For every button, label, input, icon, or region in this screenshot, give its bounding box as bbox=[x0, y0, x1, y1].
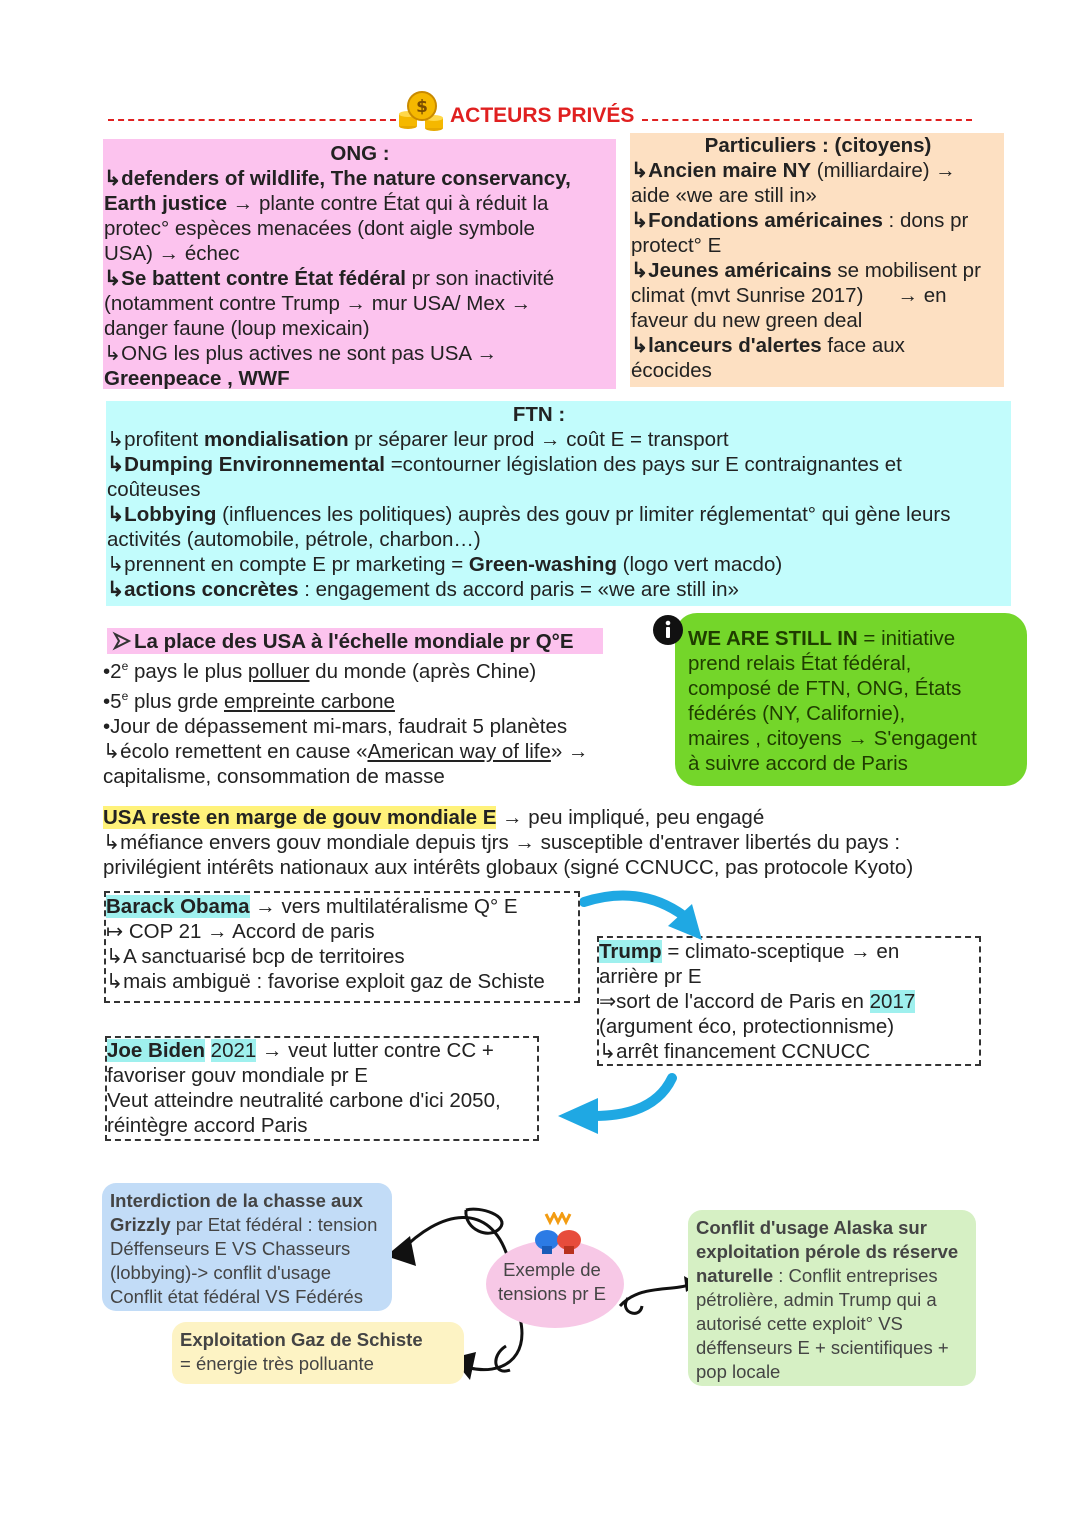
usa-place-line: e bbox=[121, 659, 129, 673]
particuliers-line: aide «we are still in» bbox=[631, 184, 817, 207]
particuliers-line: ↳Fondations américaines bbox=[631, 209, 883, 232]
usa-place-line: polluer bbox=[247, 659, 310, 683]
grizzly-card bbox=[102, 1183, 392, 1311]
alaska-line: naturelle bbox=[696, 1265, 774, 1286]
alaska-line: exploitation pérole ds réserve bbox=[696, 1241, 959, 1262]
tensions-center-label: Exemple de tensions pr E bbox=[498, 1259, 606, 1304]
trump-line: 2017 bbox=[869, 990, 916, 1013]
ftn-content bbox=[107, 402, 1011, 602]
still-in-line: composé de FTN, ONG, États bbox=[688, 677, 962, 700]
trump-line: ↳arrêt financement CCNUCC bbox=[599, 1040, 871, 1063]
ftn-line: Green-washing bbox=[468, 553, 617, 576]
particuliers-line: ↳Jeunes américains bbox=[631, 259, 832, 282]
diamond-arrow-icon bbox=[112, 631, 132, 651]
svg-text:$: $ bbox=[416, 97, 428, 117]
still-in-line: fédérés (NY, Californie), bbox=[688, 702, 906, 725]
biden-content bbox=[107, 1038, 547, 1138]
usa-place-title: La place des USA à l'échelle mondiale pr Q°E bbox=[134, 630, 574, 653]
header-divider-right bbox=[642, 119, 972, 121]
obama-line: → vers multilatéralisme Q° E bbox=[249, 895, 518, 918]
money-bag-icon bbox=[398, 88, 444, 134]
still-in-line: maires , citoyens → S'engagent bbox=[688, 727, 977, 750]
trump-line: Trump bbox=[599, 940, 662, 963]
ftn-line: coûteuses bbox=[107, 478, 201, 501]
ong-line: Greenpeace , WWF bbox=[104, 367, 290, 390]
alaska-line: autorisé cette exploit° VS bbox=[696, 1313, 903, 1334]
particuliers-line: climat (mvt Sunrise 2017) → en bbox=[631, 284, 947, 307]
usa-place-line: •2 bbox=[103, 659, 122, 683]
ftn-line: ↳profitent bbox=[107, 428, 204, 451]
particuliers-line: se mobilisent pr bbox=[831, 259, 981, 282]
ong-title: ONG : bbox=[330, 142, 390, 165]
marge-line: ↳méfiance envers gouv mondiale depuis tjrs → susceptible d'entraver libertés du pays : bbox=[103, 831, 901, 854]
alaska-line: pop locale bbox=[696, 1361, 781, 1382]
particuliers-line: ↳Ancien maire NY bbox=[631, 159, 812, 182]
obama-line: ↦ COP 21 → Accord de paris bbox=[106, 920, 375, 943]
usa-place-line: capitalisme, consommation de masse bbox=[103, 764, 445, 788]
header-divider-left bbox=[108, 119, 396, 121]
ftn-line: ↳Lobbying bbox=[107, 503, 217, 526]
biden-line: Joe Biden bbox=[107, 1039, 205, 1062]
obama-line: ↳A sanctuarisé bcp de territoires bbox=[106, 945, 405, 968]
still-in-content bbox=[688, 626, 1018, 776]
usa-place-content bbox=[103, 654, 643, 789]
trump-content bbox=[599, 939, 977, 1064]
ftn-line: mondialisation bbox=[203, 428, 349, 451]
ftn-line: ↳prennent en compte E pr marketing = bbox=[107, 553, 469, 576]
particuliers-content bbox=[631, 133, 1005, 383]
ong-line: (notamment contre Trump → mur USA/ Mex → bbox=[104, 292, 532, 315]
obama-line: ↳mais ambiguë : favorise exploit gaz de Schiste bbox=[106, 970, 545, 993]
biden-line: → veut lutter contre CC + bbox=[256, 1039, 494, 1062]
biden-line: 2021 bbox=[210, 1039, 257, 1062]
particuliers-title: Particuliers : (citoyens) bbox=[704, 134, 932, 157]
usa-place-line: •5 bbox=[103, 689, 122, 713]
still-in-line: à suivre accord de Paris bbox=[688, 752, 908, 775]
biden-line: réintègre accord Paris bbox=[107, 1114, 308, 1137]
marge-line: → peu impliqué, peu engagé bbox=[496, 806, 765, 829]
usa-place-line: American way of life bbox=[367, 739, 551, 763]
schiste-line: Exploitation Gaz de Schiste bbox=[180, 1329, 423, 1350]
trump-line: ⇒sort de l'accord de Paris en bbox=[599, 990, 870, 1013]
alaska-line: : Conflit entreprises bbox=[773, 1265, 938, 1286]
ong-line: protec° espèces menacées (dont aigle symbole bbox=[104, 217, 535, 240]
page-title: ACTEURS PRIVÉS bbox=[450, 104, 635, 127]
usa-place-line: e bbox=[121, 688, 129, 703]
alaska-line: pétrolière, admin Trump qui a bbox=[696, 1289, 937, 1310]
usa-place-line: du monde (après Chine) bbox=[309, 659, 537, 683]
ong-line: USA) → échec bbox=[104, 242, 240, 265]
grizzly-line: Interdiction de la chasse aux bbox=[110, 1190, 363, 1211]
ftn-title: FTN : bbox=[512, 403, 566, 426]
particuliers-line: ↳lanceurs d'alertes bbox=[631, 334, 822, 357]
ong-line: Earth justice bbox=[104, 192, 228, 215]
ftn-line: activités (automobile, pétrole, charbon…) bbox=[107, 528, 481, 551]
marge-line: privilégient intérêts nationaux aux intérêts globaux (signé CCNUCC, pas protocole Kyoto) bbox=[103, 856, 914, 879]
particuliers-line: écocides bbox=[631, 359, 712, 382]
usa-place-line: •Jour de dépassement mi-mars, faudrait 5 planètes bbox=[103, 714, 568, 738]
still-in-line: = initiative bbox=[857, 627, 956, 650]
grizzly-line: Grizzly bbox=[110, 1214, 171, 1235]
ftn-line: =contourner législation des pays sur E contraignantes et bbox=[385, 453, 902, 476]
schiste-card bbox=[172, 1322, 464, 1384]
marge-line: USA reste en marge de gouv mondiale E bbox=[103, 806, 497, 829]
particuliers-line: protect° E bbox=[631, 234, 722, 257]
particuliers-line: faveur du new green deal bbox=[631, 309, 863, 332]
ftn-line: ↳Dumping Environnemental bbox=[107, 453, 386, 476]
ong-line: ↳ONG les plus actives ne sont pas USA → bbox=[104, 342, 498, 365]
grizzly-line: par Etat fédéral : tension bbox=[170, 1214, 378, 1235]
ong-line: → plante contre État qui à réduit la bbox=[227, 192, 549, 215]
ong-line: pr son inactivité bbox=[405, 267, 555, 290]
ong-line: danger faune (loup mexicain) bbox=[104, 317, 370, 340]
usa-place-line: » → bbox=[550, 739, 589, 763]
ftn-line: : engagement ds accord paris = «we are still in» bbox=[298, 578, 739, 601]
trump-line: arrière pr E bbox=[599, 965, 702, 988]
ong-line: ↳defenders of wildlife, The nature conservancy, bbox=[104, 167, 571, 190]
ftn-line: (influences les politiques) auprès des gouv pr limiter réglementat° qui gène leurs bbox=[216, 503, 951, 526]
particuliers-line: face aux bbox=[821, 334, 905, 357]
ftn-line: pr séparer leur prod → coût E = transport bbox=[348, 428, 729, 451]
obama-content bbox=[106, 894, 578, 994]
usa-place-line: empreinte carbone bbox=[224, 689, 395, 713]
biden-line: favoriser gouv mondiale pr E bbox=[107, 1064, 368, 1087]
schiste-line: = énergie très polluante bbox=[180, 1353, 374, 1374]
grizzly-line: (lobbying)-> conflit d'usage bbox=[110, 1262, 332, 1283]
blue-arrow-left-icon bbox=[554, 1072, 684, 1138]
boxing-gloves-icon bbox=[532, 1212, 584, 1256]
grizzly-line: Déffenseurs E VS Chasseurs bbox=[110, 1238, 351, 1259]
trump-line: = climato-sceptique → en bbox=[661, 940, 900, 963]
marge-content bbox=[103, 805, 1003, 880]
still-in-line: WE ARE STILL IN bbox=[688, 627, 858, 650]
ftn-line: ↳actions concrètes bbox=[107, 578, 299, 601]
usa-place-line: pays le plus bbox=[128, 659, 248, 683]
ong-content bbox=[104, 141, 616, 391]
alaska-card bbox=[688, 1210, 976, 1386]
particuliers-line: (milliardaire) → bbox=[811, 159, 956, 182]
blue-arrow-right-icon bbox=[580, 888, 710, 948]
ong-line: ↳Se battent contre État fédéral bbox=[104, 267, 406, 290]
alaska-line: déffenseurs E + scientifiques + bbox=[696, 1337, 949, 1358]
usa-place-line: plus grde bbox=[128, 689, 224, 713]
alaska-line: Conflit d'usage Alaska sur bbox=[696, 1217, 927, 1238]
biden-line: Veut atteindre neutralité carbone d'ici 2050, bbox=[107, 1089, 501, 1112]
particuliers-line: : dons pr bbox=[882, 209, 969, 232]
info-icon bbox=[652, 614, 684, 646]
obama-line: Barack Obama bbox=[106, 895, 250, 918]
grizzly-line: Conflit état fédéral VS Fédérés bbox=[110, 1286, 363, 1307]
usa-place-line: ↳écolo remettent en cause « bbox=[103, 739, 368, 763]
still-in-line: prend relais État fédéral, bbox=[688, 652, 912, 675]
trump-line: (argument éco, protectionnisme) bbox=[599, 1015, 895, 1038]
ftn-line: (logo vert macdo) bbox=[616, 553, 783, 576]
